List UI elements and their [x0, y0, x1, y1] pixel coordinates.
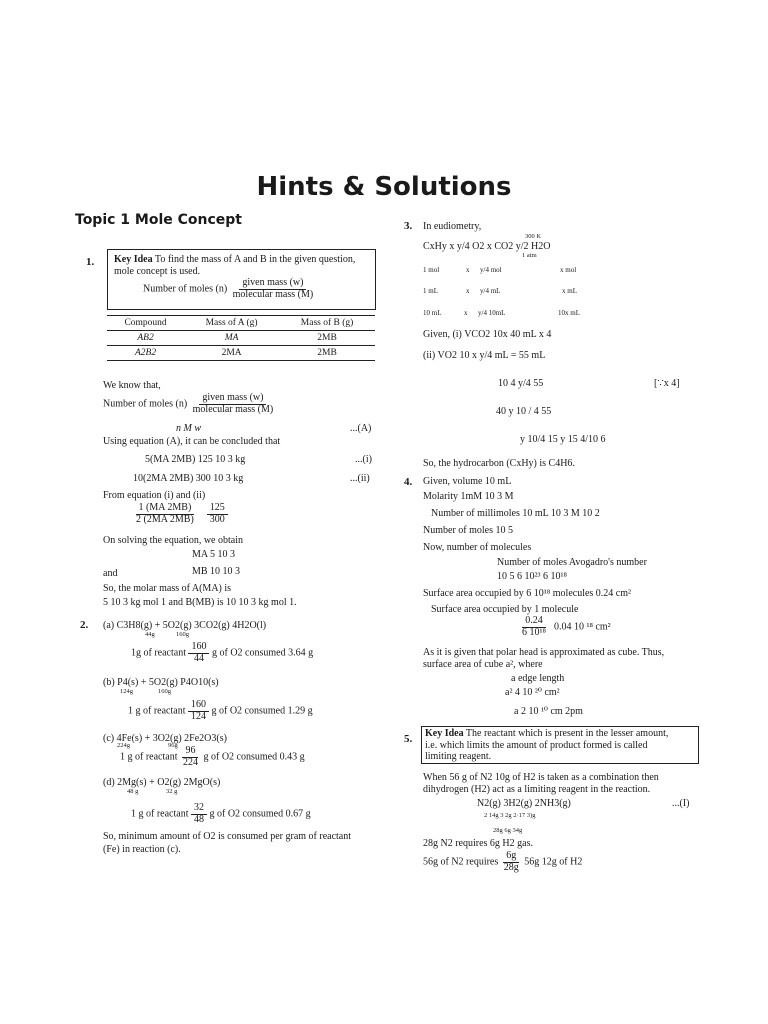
reactant-label: 1 g of reactant — [120, 751, 178, 763]
text-we-know: We know that, — [103, 380, 161, 391]
q5-line-4 — [423, 851, 582, 873]
q4-fraction — [519, 616, 549, 638]
fraction-num: 0.24 — [522, 616, 546, 628]
key-idea-5-line-2: i.e. which limits the amount of product formed is called — [425, 740, 648, 751]
text-so: So, the molar mass of A(MA) is — [103, 583, 232, 594]
q2-b-mass-1: 124g — [120, 688, 133, 695]
q3-conclusion: So, the hydrocarbon (CxHy) is C4H6. — [423, 458, 575, 469]
reactant-label: 1 g of reactant — [131, 808, 189, 820]
q2-b-result: g of O2 consumed 1.29 g — [211, 705, 313, 717]
table-cell: 2MB — [279, 331, 375, 346]
fraction-num: 6g — [503, 851, 519, 863]
q2-c-mass-1: 224g — [117, 742, 130, 749]
q3-row-2-d: x mL — [562, 287, 577, 295]
eq-2: 10(2MA 2MB) 300 10 3 kg — [133, 473, 244, 484]
eq-nmw: n M w — [176, 423, 201, 434]
question-number-2: 2. — [80, 619, 89, 631]
question-number-5: 5. — [404, 733, 413, 745]
q2-c-calc — [120, 746, 305, 768]
key-idea-text: To find the mass of A and B in the given question, — [152, 254, 356, 265]
eq-mb: MB 10 10 3 — [192, 566, 241, 577]
table-cell: MA — [184, 331, 279, 346]
text-from-eq: From equation (i) and (ii) — [103, 490, 206, 501]
q3-row-1-c: y/4 mol — [480, 266, 502, 274]
q4-line-6: Number of moles Avogadro's number — [497, 557, 647, 568]
q4-line-13: a edge length — [511, 673, 565, 684]
col-header-mass-a: Mass of A (g) — [184, 316, 279, 331]
q3-row-3-c: y/4 10mL — [478, 309, 506, 317]
q5-masses-2: 28g 6g 34g — [493, 827, 523, 834]
q2-a-mass-2: 160g — [176, 631, 189, 638]
q2-d-fraction — [191, 803, 207, 825]
ratio-left — [133, 503, 197, 525]
moles-fraction — [190, 393, 277, 415]
q4-line-11: As it is given that polar head is approximated as cube. Thus, — [423, 647, 665, 658]
key-idea-5-line-3: limiting reagent. — [425, 751, 492, 762]
q2-b-mass-2: 160g — [158, 688, 171, 695]
eq-tag-1: ...(i) — [355, 454, 372, 465]
q3-intro: In eudiometry, — [423, 221, 482, 232]
q3-row-3-d: 10x mL — [558, 309, 580, 317]
question-number-3: 3. — [404, 220, 413, 232]
q5-l4-pre: 56g of N2 requires — [423, 856, 499, 868]
q5-masses-1: 2 14g 3 2g 2·17 3)g — [484, 812, 536, 819]
q5-l4-post: 56g 12g of H2 — [524, 856, 583, 868]
q4-line-3: Number of millimoles 10 mL 10 3 M 10 2 — [431, 508, 600, 519]
q2-a-mass-1: 44g — [145, 631, 155, 638]
reactant-label: 1g of reactant — [131, 647, 186, 659]
ratio-left-num: 1 (MA 2MB) — [136, 503, 195, 515]
q4-line-4: Number of moles 10 5 — [423, 525, 513, 536]
formula-fraction — [230, 278, 317, 300]
table-cell: 2MA — [184, 346, 279, 361]
q4-line-2: Molarity 1mM 10 3 M — [423, 491, 514, 502]
q2-conclusion-1: So, minimum amount of O2 is consumed per gram of reactant — [103, 831, 352, 842]
key-idea-label: Key Idea — [425, 728, 464, 739]
question-number-4: 4. — [404, 476, 413, 488]
eq-tag-2: ...(ii) — [350, 473, 370, 484]
ratio-left-den: 2 (2MA 2MB) — [136, 513, 194, 525]
q2-c-fraction — [180, 746, 201, 768]
q3-row-2-c: y/4 mL — [480, 287, 501, 295]
ratio-right — [207, 503, 228, 525]
q2-b-calc — [128, 700, 313, 722]
table-cell: 2MB — [279, 346, 375, 361]
q4-line-15: a 2 10 ¹⁰ cm 2pm — [514, 706, 583, 717]
q2-b-fraction — [188, 700, 209, 722]
col-header-mass-b: Mass of B (g) — [279, 316, 375, 331]
ratio-equation — [133, 503, 228, 525]
text-using: Using equation (A), it can be concluded that — [103, 436, 281, 447]
q5-line-3: 28g N2 requires 6g H2 gas. — [423, 838, 533, 849]
fraction-den: 48 — [193, 813, 204, 825]
fraction-den: 224 — [182, 756, 198, 768]
q4-line-8: Surface area occupied by 6 10¹⁸ molecules 0.24 cm² — [423, 588, 632, 599]
q5-fraction — [501, 851, 522, 873]
moles-denominator: molecular mass (M) — [192, 403, 274, 415]
q3-step-2: 40 y 10 / 4 55 — [496, 406, 552, 417]
fraction-den: 28g — [503, 861, 519, 873]
question-number-1: 1. — [86, 256, 95, 268]
q2-a-fraction — [188, 642, 209, 664]
fraction-num: 96 — [182, 746, 198, 758]
q3-row-2-a: 1 mL — [423, 287, 438, 295]
q3-row-3-b: x — [464, 309, 468, 317]
q3-equation: CxHy x y/4 O2 x CO2 y/2 H2O — [423, 241, 551, 252]
q2-eq-c: (c) 4Fe(s) + 3O2(g) 2Fe2O3(s) — [103, 733, 227, 744]
moles-formula — [103, 393, 276, 415]
q2-d-calc — [131, 803, 311, 825]
q2-a-result: g of O2 consumed 3.64 g — [211, 647, 314, 659]
text-solving: On solving the equation, we obtain — [103, 535, 243, 546]
ratio-right-num: 125 — [207, 503, 228, 515]
reactant-label: 1 g of reactant — [128, 705, 186, 717]
fraction-den: 6 10¹⁸ — [522, 626, 546, 638]
q4-line-10 — [519, 616, 611, 638]
q3-row-1-d: x mol — [560, 266, 577, 274]
q2-c-mass-2: 96g — [168, 742, 178, 749]
q4-line-7: 10 5 6 10²³ 6 10¹⁸ — [497, 571, 567, 582]
q5-eq-tag: ...(I) — [672, 798, 690, 809]
q3-cond-bot: 1 atm — [522, 252, 537, 259]
q4-line-12: surface area of cube a², where — [423, 659, 543, 670]
q4-line-9: Surface area occupied by 1 molecule — [431, 604, 579, 615]
q3-row-2-b: x — [466, 287, 470, 295]
q4-line-14: a² 4 10 ²⁰ cm² — [505, 687, 560, 698]
q2-a-calc — [131, 642, 313, 664]
fraction-den: 44 — [193, 652, 204, 664]
q3-row-1-a: 1 mol — [423, 266, 440, 274]
q1-final: 5 10 3 kg mol 1 and B(MB) is 10 10 3 kg mol 1. — [103, 597, 297, 608]
key-idea-text: The reactant which is present in the lesser amount, — [463, 728, 669, 739]
fraction-num: 160 — [188, 642, 209, 654]
key-idea-formula — [143, 278, 316, 300]
moles-label: Number of moles (n) — [103, 398, 188, 410]
fraction-num: 160 — [188, 700, 209, 712]
q3-row-1-b: x — [466, 266, 470, 274]
formula-denominator: molecular mass (M) — [232, 288, 314, 300]
table-cell: AB2 — [107, 331, 184, 346]
q5-line-2: dihydrogen (H2) act as a limiting reagent in the reaction. — [423, 784, 651, 795]
fraction-num: 32 — [191, 803, 207, 815]
q3-row-3-a: 10 mL — [423, 309, 442, 317]
key-idea-1-line-2: mole concept is used. — [114, 266, 201, 277]
q3-step-1: 10 4 y/4 55 — [498, 378, 544, 389]
formula-numerator: given mass (w) — [239, 278, 306, 290]
q2-eq-b: (b) P4(s) + 5O2(g) P4O10(s) — [103, 677, 219, 688]
q2-d-result: g of O2 consumed 0.67 g — [209, 808, 311, 820]
q2-conclusion-2: (Fe) in reaction (c). — [103, 844, 181, 855]
key-idea-1-line-1 — [114, 254, 355, 265]
q3-step-1-tag: [∵x 4] — [654, 378, 680, 389]
eq-ma: MA 5 10 3 — [192, 549, 236, 560]
q5-equation: N2(g) 3H2(g) 2NH3(g) — [477, 798, 571, 809]
eq-1: 5(MA 2MB) 125 10 3 kg — [145, 454, 246, 465]
q5-line-1: When 56 g of N2 10g of H2 is taken as a combination then — [423, 772, 659, 783]
topic-heading: Topic 1 Mole Concept — [75, 212, 243, 228]
ratio-right-den: 300 — [209, 513, 225, 525]
q2-eq-a: (a) C3H8(g) + 5O2(g) 3CO2(g) 4H2O(l) — [103, 620, 267, 631]
q4-line-1: Given, volume 10 mL — [423, 476, 512, 487]
q2-d-mass-2: 32 g — [166, 788, 178, 795]
table-cell: A2B2 — [107, 346, 184, 361]
formula-label: Number of moles (n) — [143, 283, 228, 295]
q4-line-10-result: 0.04 10 ¹⁸ cm² — [553, 621, 611, 633]
q3-given-2: (ii) VO2 10 x y/4 mL = 55 mL — [423, 350, 546, 361]
compound-table — [107, 315, 375, 361]
q2-c-result: g of O2 consumed 0.43 g — [203, 751, 305, 763]
q2-eq-d: (d) 2Mg(s) + O2(g) 2MgO(s) — [103, 777, 221, 788]
q4-line-5: Now, number of molecules — [423, 542, 532, 553]
key-idea-5-line-1 — [425, 728, 668, 739]
q3-given-1: Given, (i) VCO2 10x 40 mL x 4 — [423, 329, 552, 340]
q3-step-3: y 10/4 15 y 15 4/10 6 — [520, 434, 606, 445]
page-title: Hints & Solutions — [256, 172, 512, 202]
fraction-den: 124 — [190, 710, 206, 722]
eq-tag-a: ...(A) — [350, 423, 372, 434]
key-idea-label: Key Idea — [114, 254, 153, 265]
q3-cond-top: 300 K — [525, 233, 542, 240]
moles-numerator: given mass (w) — [199, 393, 266, 405]
col-header-compound: Compound — [107, 316, 184, 331]
text-and: and — [103, 568, 118, 579]
q2-d-mass-1: 48 g — [127, 788, 139, 795]
